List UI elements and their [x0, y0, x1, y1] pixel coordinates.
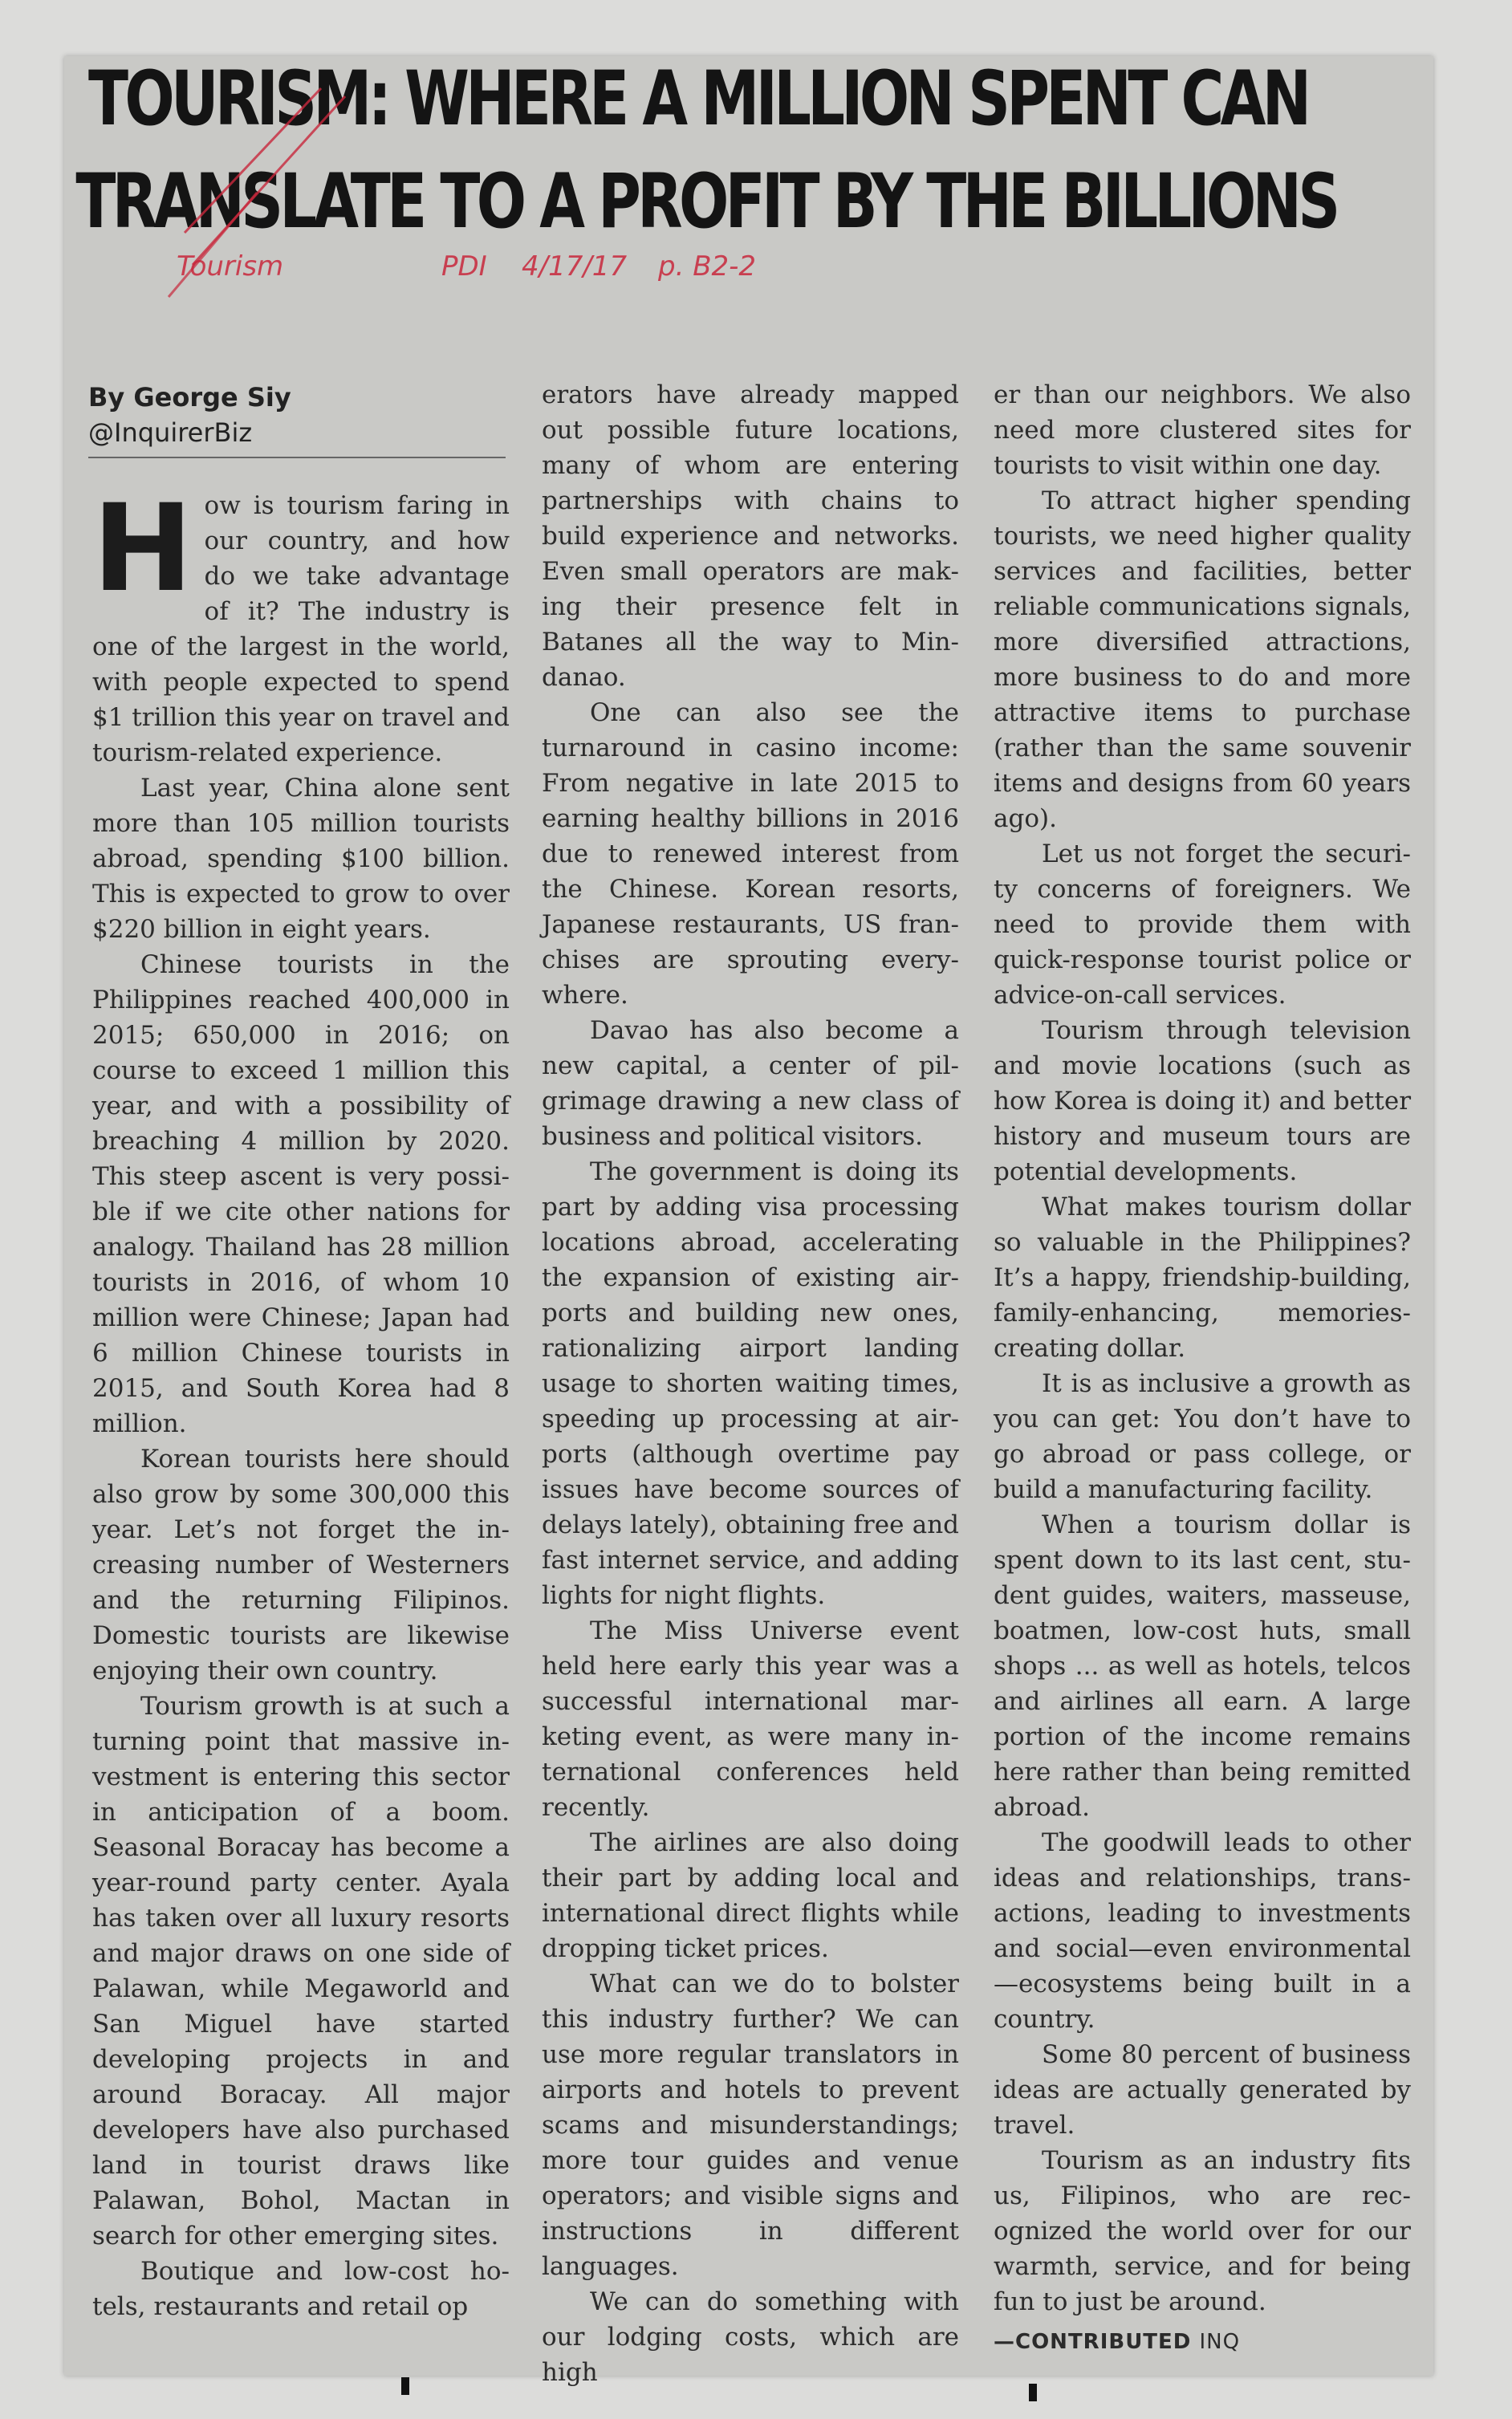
article-paragraph: To attract higher spending tourists, we need higher quality services and facilities, better reliable communications signals, more diversified attractions, more business to do and more attractive items to purchase (rather than the same souvenir items and designs from 60 years ago).	[994, 486, 1411, 833]
article-paragraph: What makes tourism dollar so valuable in the Philippines? It’s a happy, friendship-building, family-enhancing, memories-creating dollar.	[994, 1193, 1411, 1363]
article-paragraph: The government is doing its part by adding visa processing locations abroad, accelerating the expansion of existing airports and building new ones, rationalizing airport landing usage to shorten waiting times, speeding up processing at airports (although overtime pay issues have become sources of delays lately), obtaining free and fast internet service, and adding lights for night flights.	[542, 1157, 959, 1610]
article-paragraph: We can do something with our lodging costs, which are high	[542, 2287, 959, 2387]
headline	[75, 48, 1337, 254]
article-paragraph: Tourism growth is at such a turning point that massive investment is entering this sector in anticipation of a boom. Seasonal Boracay has become a year-round party center. Ayala has taken over all luxury resorts and major draws on one side of Palawan, while Megaworld and San Miguel have started developing projects in and around Boracay. All major developers have also purchased land in tourist draws like Palawan, Bohol, Mactan in search for other emerging sites.	[92, 1692, 510, 2250]
headline-line-2: TRANSLATE TO A PROFIT BY THE BILLIONS	[75, 158, 1337, 246]
article-paragraph: erators have already mapped out possible future locations, many of whom are entering partnerships with chains to build experience and networks. Even small operators are making their presence felt in Batanes all the way to Mindanao.	[542, 380, 959, 692]
article-paragraph: It is as inclusive a growth as you can get: You don’t have to go abroad or pass college, or build a manufacturing facility.	[994, 1369, 1411, 1504]
article-paragraph: Let us not forget the security concerns of foreigners. We need to provide them with quick-response tourist police or advice-on-call services.	[994, 840, 1411, 1010]
article-paragraph: How is tourism faring in our country, and how do we take advantage of it? The industry is one of the largest in the world, with people expected to spend $1 trillion this year on travel and tourism-related experience.	[92, 479, 510, 767]
article-paragraph: Tourism as an industry fits us, Filipinos, who are recognized the world over for our warmth, service, and for being fun to just be around.	[994, 2146, 1411, 2316]
headline-line-1: TOURISM: WHERE A MILLION SPENT CAN	[88, 55, 1308, 143]
handwritten-note	[177, 250, 899, 299]
article-column-3	[994, 377, 1411, 2360]
article-paragraph: The goodwill leads to other ideas and relationships, transactions, leading to investments and social—even environmental—ecosystems being built in a country.	[994, 1828, 1411, 2034]
byline-handle: @InquirerBiz	[88, 417, 253, 448]
byline	[88, 380, 506, 458]
article-paragraph: The Miss Universe event held here early this year was a successful international marketing event, as were many international conferences held recently.	[542, 1616, 959, 1822]
article-paragraph: Tourism through television and movie locations (such as how Korea is doing it) and better history and museum tours are potential developments.	[994, 1016, 1412, 1186]
article-paragraph: Korean tourists here should also grow by some 300,000 this year. Let’s not forget the increasing number of Westerners and the returning Filipinos. Domestic tourists are likewise enjoying their own country.	[92, 1445, 510, 1685]
article-paragraph: Some 80 percent of business ideas are actually generated by travel.	[994, 2040, 1411, 2140]
article-paragraph: Boutique and low-cost hotels, restaurants and retail op	[92, 2257, 510, 2321]
article-paragraph: Davao has also become a new capital, a center of pilgrimage drawing a new class of business and political visitors.	[542, 1016, 959, 1151]
article-paragraph: Last year, China alone sent more than 105 million tourists abroad, spending $100 billion. This is expected to grow to over $220 billion in eight years.	[92, 774, 510, 944]
article-paragraph: The airlines are also doing their part by adding local and international direct flights while dropping ticket prices.	[542, 1828, 959, 1963]
handwritten-topic: Tourism	[177, 250, 284, 283]
article-column-2	[542, 377, 959, 2390]
clip-mark-left	[401, 2377, 409, 2395]
signoff-contributed: —CONTRIBUTED	[994, 2330, 1192, 2354]
byline-rule	[88, 457, 506, 458]
handwritten-date: 4/17/17	[522, 250, 628, 283]
signoff-inq: INQ	[1199, 2330, 1241, 2354]
article-paragraph: When a tourism dollar is spent down to its last cent, student guides, waiters, masseuse, boatmen, low-cost huts, small shops ... as well as hotels, telcos and airlines all earn. A large portion of the income remains here rather than being remitted abroad.	[994, 1510, 1411, 1822]
byline-author: By George Siy	[88, 382, 291, 413]
article-column-1	[92, 479, 510, 2324]
article-paragraph: What can we do to bolster this industry further? We can use more regular translators in airports and hotels to prevent scams and misunderstandings; more tour guides and venue operators; and visible signs and instructions in different languages.	[542, 1970, 959, 2281]
article-paragraph: Chinese tourists in the Philippines reached 400,000 in 2015; 650,000 in 2016; on course to exceed 1 million this year, and with a possibility of breaching 4 million by 2020. This steep ascent is very possible if we cite other nations for analogy. Thailand has 28 million tourists in 2016, of whom 10 million were Chinese; Japan had 6 million Chinese tourists in 2015, and South Korea had 8 million.	[92, 950, 510, 1438]
article-paragraph: er than our neighbors. We also need more clustered sites for tourists to visit within one day.	[994, 380, 1411, 480]
article-paragraph: One can also see the turnaround in casino income: From negative in late 2015 to earning healthy billions in 2016 due to renewed interest from the Chinese. Korean resorts, Japanese restaurants, US franchises are sprouting everywhere.	[542, 698, 959, 1010]
signoff	[994, 2324, 1411, 2360]
drop-cap: H	[92, 479, 193, 619]
handwritten-page: p. B2-2	[658, 250, 757, 283]
handwritten-source: PDI	[441, 250, 487, 283]
clip-mark-right	[1029, 2384, 1037, 2401]
